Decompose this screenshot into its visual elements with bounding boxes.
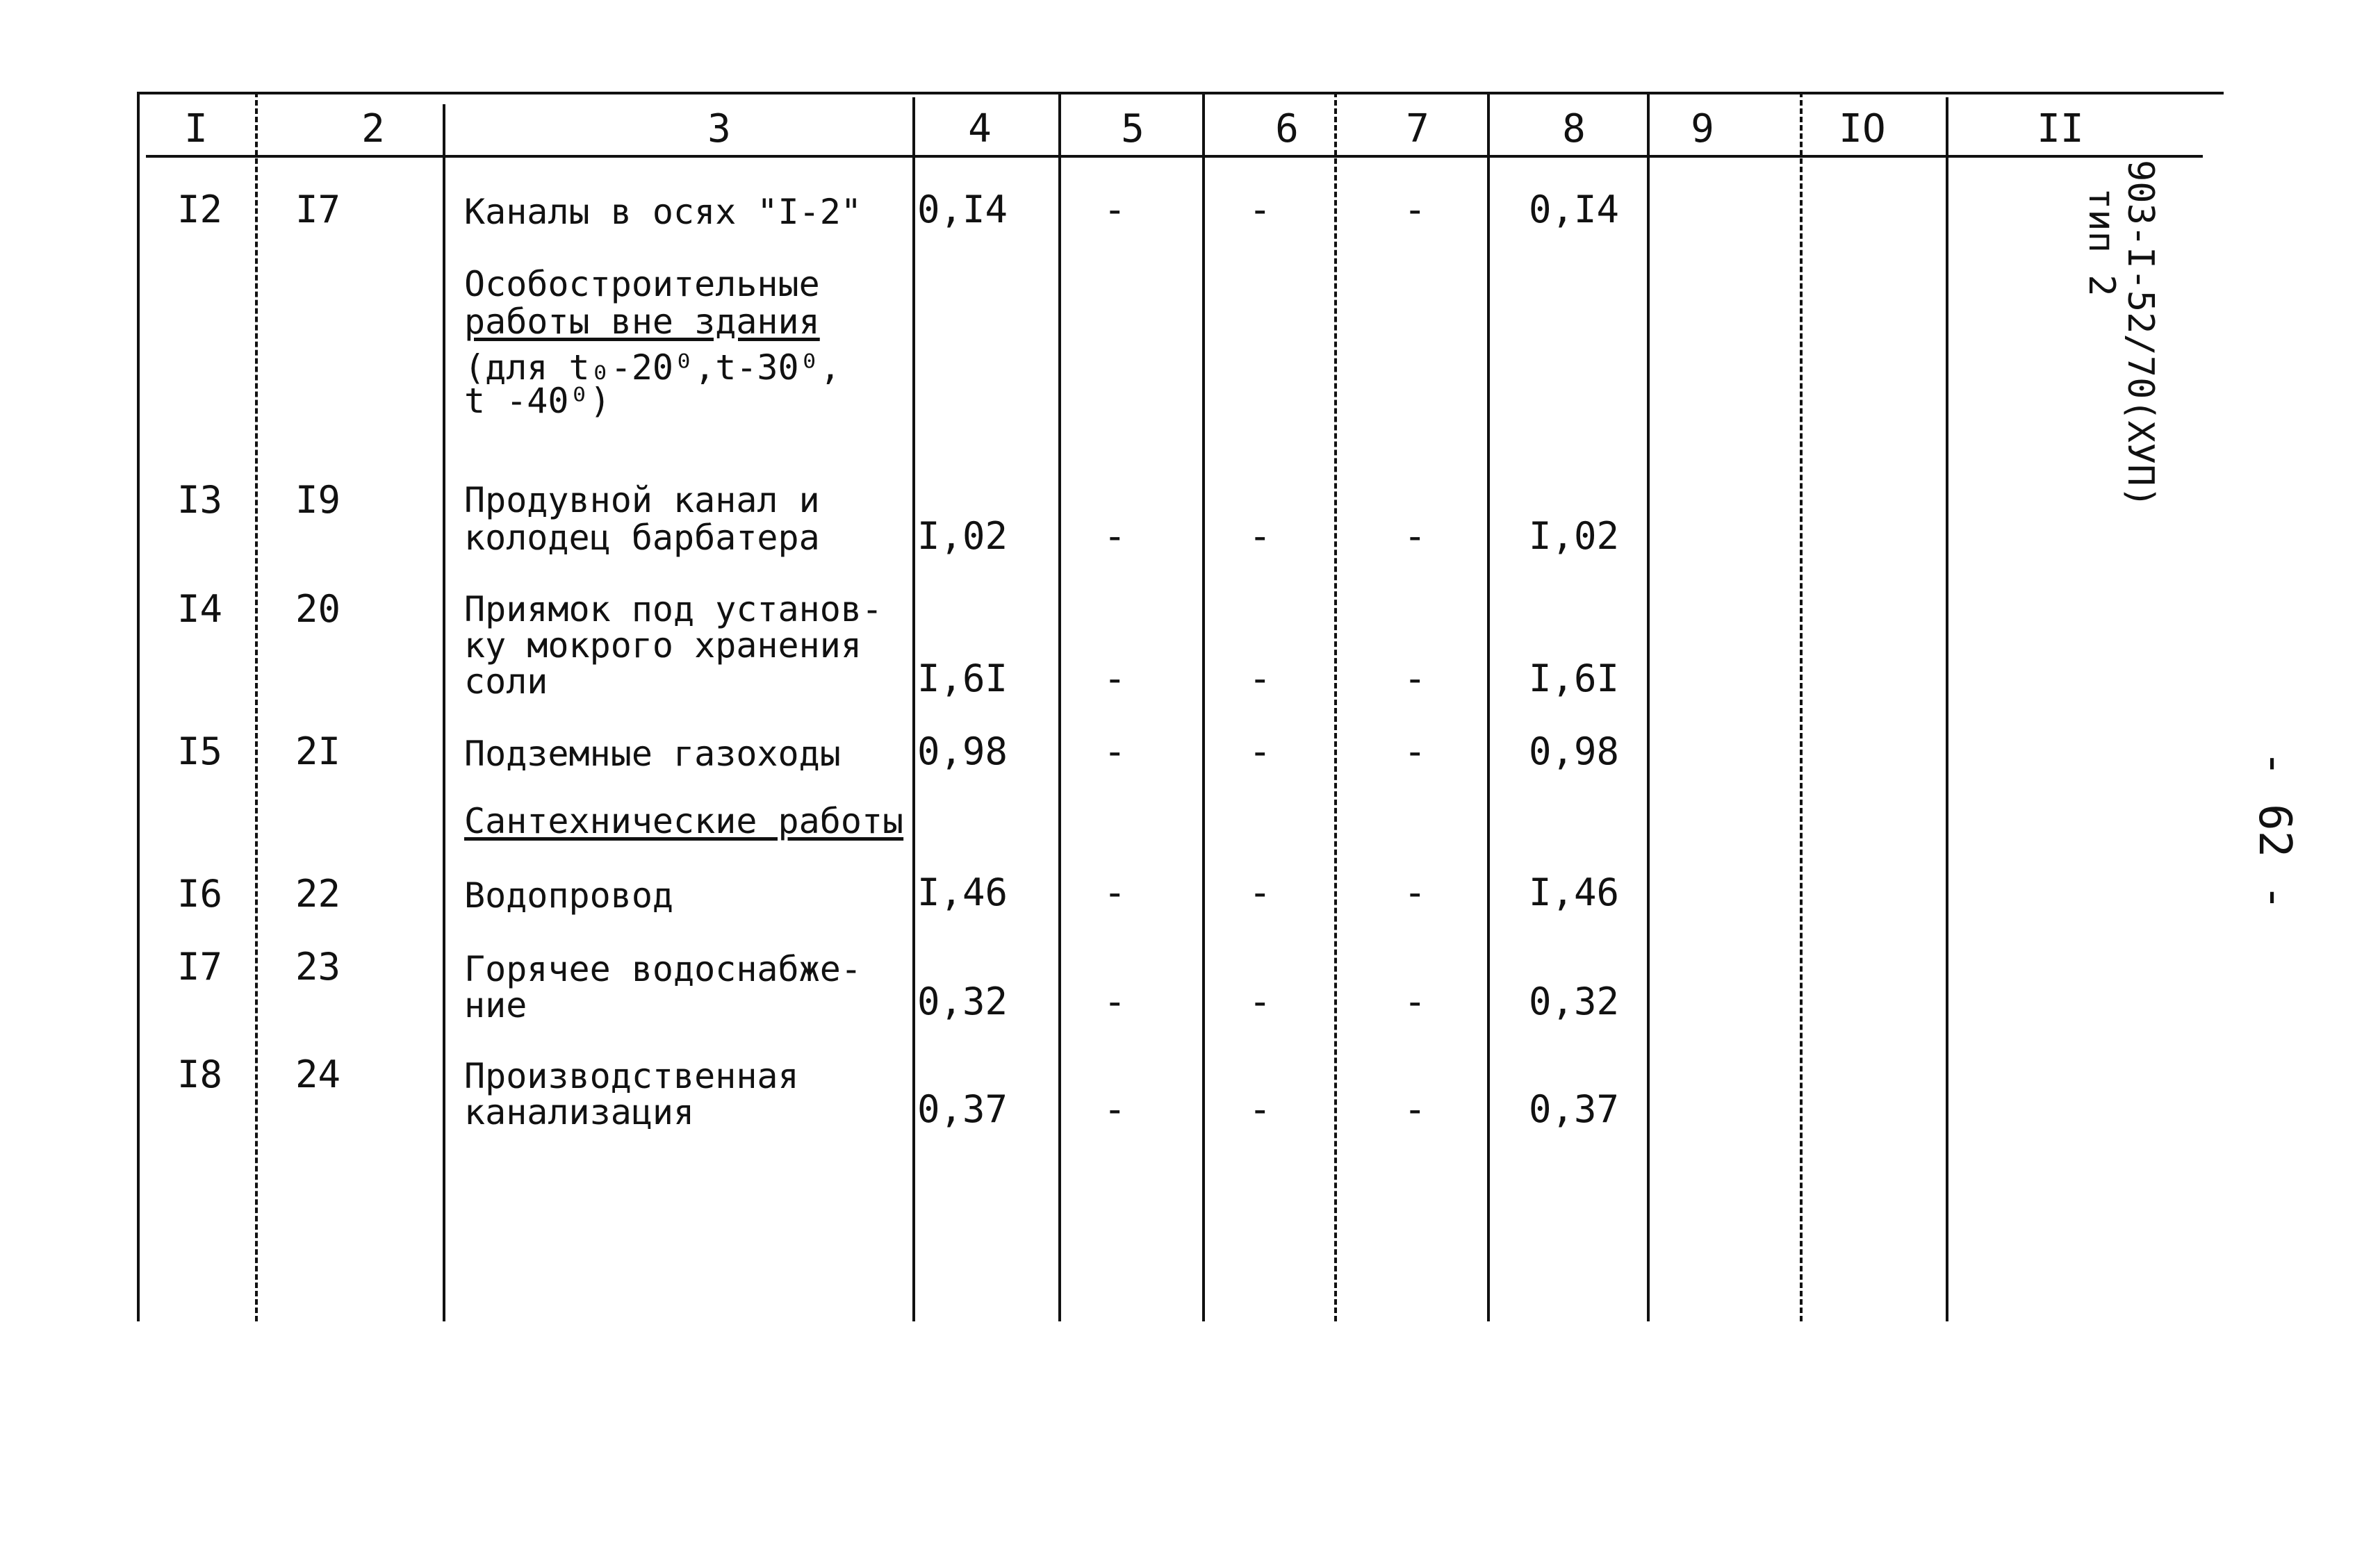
document-type-line: тип 2 (2081, 188, 2122, 297)
table-top-border (139, 92, 2224, 94)
column-header: 3 (707, 106, 731, 151)
value-col5: - (1103, 514, 1126, 558)
section-heading: Сантехнические работы (464, 801, 904, 841)
value-col6: - (1249, 871, 1272, 914)
temperature-formula-line: (для t₀-20⁰,t-30⁰, (464, 347, 841, 388)
value-col7: - (1404, 657, 1427, 700)
value-col5: - (1103, 871, 1126, 914)
value-col5: - (1103, 657, 1126, 700)
column-rule (137, 92, 140, 1321)
document-code (2069, 160, 2160, 549)
column-rule (255, 92, 258, 1321)
value-col5: - (1103, 188, 1126, 231)
column-header: 5 (1121, 106, 1144, 151)
value-col6: - (1249, 1087, 1272, 1131)
value-col8: 0,98 (1529, 729, 1620, 773)
position-number: I7 (295, 188, 341, 231)
value-col7: - (1404, 871, 1427, 914)
position-number: 22 (295, 872, 341, 916)
value-col4: 0,I4 (917, 188, 1008, 231)
value-col7: - (1404, 980, 1427, 1023)
value-col5: - (1103, 729, 1126, 773)
section-heading-line: Особостроительные (464, 264, 820, 304)
column-header: I (184, 106, 208, 151)
work-name-line: Производственная (464, 1056, 799, 1096)
value-col6: - (1249, 980, 1272, 1023)
work-name-line: Водопровод (464, 875, 674, 916)
column-header: 9 (1691, 106, 1714, 151)
value-col8: 0,37 (1529, 1087, 1620, 1131)
column-rule (1487, 92, 1490, 1321)
value-col7: - (1404, 729, 1427, 773)
value-col4: 0,32 (917, 980, 1008, 1023)
header-bottom-border (146, 155, 2203, 158)
value-col4: 0,37 (917, 1087, 1008, 1131)
value-col4: I,46 (917, 871, 1008, 914)
position-number: 23 (295, 945, 341, 989)
column-header: 6 (1275, 106, 1299, 151)
work-name-line: Каналы в осях "I-2" (464, 192, 862, 232)
column-rule (443, 104, 445, 1321)
work-name-line: Продувной канал и (464, 480, 820, 520)
work-name-line: Приямок под установ- (464, 589, 883, 629)
column-header: II (2037, 106, 2084, 151)
value-col7: - (1404, 1087, 1427, 1131)
column-rule (912, 97, 915, 1321)
work-name-line: канализация (464, 1092, 695, 1132)
value-col6: - (1249, 514, 1272, 558)
row-number: I3 (177, 478, 223, 522)
column-rule (1058, 92, 1061, 1321)
document-code-line: 903-I-52/70(XУП) (2119, 160, 2161, 508)
value-col7: - (1404, 514, 1427, 558)
column-header: 2 (361, 106, 385, 151)
temperature-formula-line: t -40⁰) (464, 381, 611, 421)
value-col5: - (1103, 1087, 1126, 1131)
column-header: 7 (1406, 106, 1429, 151)
value-col4: I,6I (917, 657, 1008, 700)
row-number: I4 (177, 587, 223, 631)
value-col6: - (1249, 657, 1272, 700)
work-name-line: соли (464, 661, 548, 702)
value-col8: 0,I4 (1529, 188, 1620, 231)
value-col7: - (1404, 188, 1427, 231)
value-col8: I,46 (1529, 871, 1620, 914)
column-header: IO (1839, 106, 1886, 151)
column-rule (1647, 92, 1650, 1321)
row-number: I7 (177, 945, 223, 989)
row-number: I5 (177, 729, 223, 773)
value-col5: - (1103, 980, 1126, 1023)
column-header: 4 (968, 106, 992, 151)
value-col6: - (1249, 188, 1272, 231)
page-number: - 62 - (2249, 750, 2300, 912)
column-rule (1946, 97, 1948, 1321)
work-name-line: колодец барбатера (464, 518, 820, 558)
row-number: I8 (177, 1053, 223, 1096)
value-col8: I,02 (1529, 514, 1620, 558)
value-col4: I,02 (917, 514, 1008, 558)
column-rule (1202, 92, 1205, 1321)
row-number: I6 (177, 872, 223, 916)
work-name-line: ние (464, 985, 527, 1025)
section-heading-line: работы вне здания (464, 302, 820, 342)
value-col4: 0,98 (917, 729, 1008, 773)
value-col6: - (1249, 729, 1272, 773)
work-name-line: ку мокрого хранения (464, 625, 862, 666)
row-number: I2 (177, 188, 223, 231)
position-number: I9 (295, 478, 341, 522)
value-col8: 0,32 (1529, 980, 1620, 1023)
position-number: 24 (295, 1053, 341, 1096)
work-name-line: Горячее водоснабже- (464, 949, 862, 989)
work-name-line: Подземные газоходы (464, 734, 841, 774)
column-rule (1800, 92, 1803, 1321)
position-number: 20 (295, 587, 341, 631)
value-col8: I,6I (1529, 657, 1620, 700)
column-header: 8 (1562, 106, 1586, 151)
position-number: 2I (295, 729, 341, 773)
column-rule (1334, 92, 1337, 1321)
